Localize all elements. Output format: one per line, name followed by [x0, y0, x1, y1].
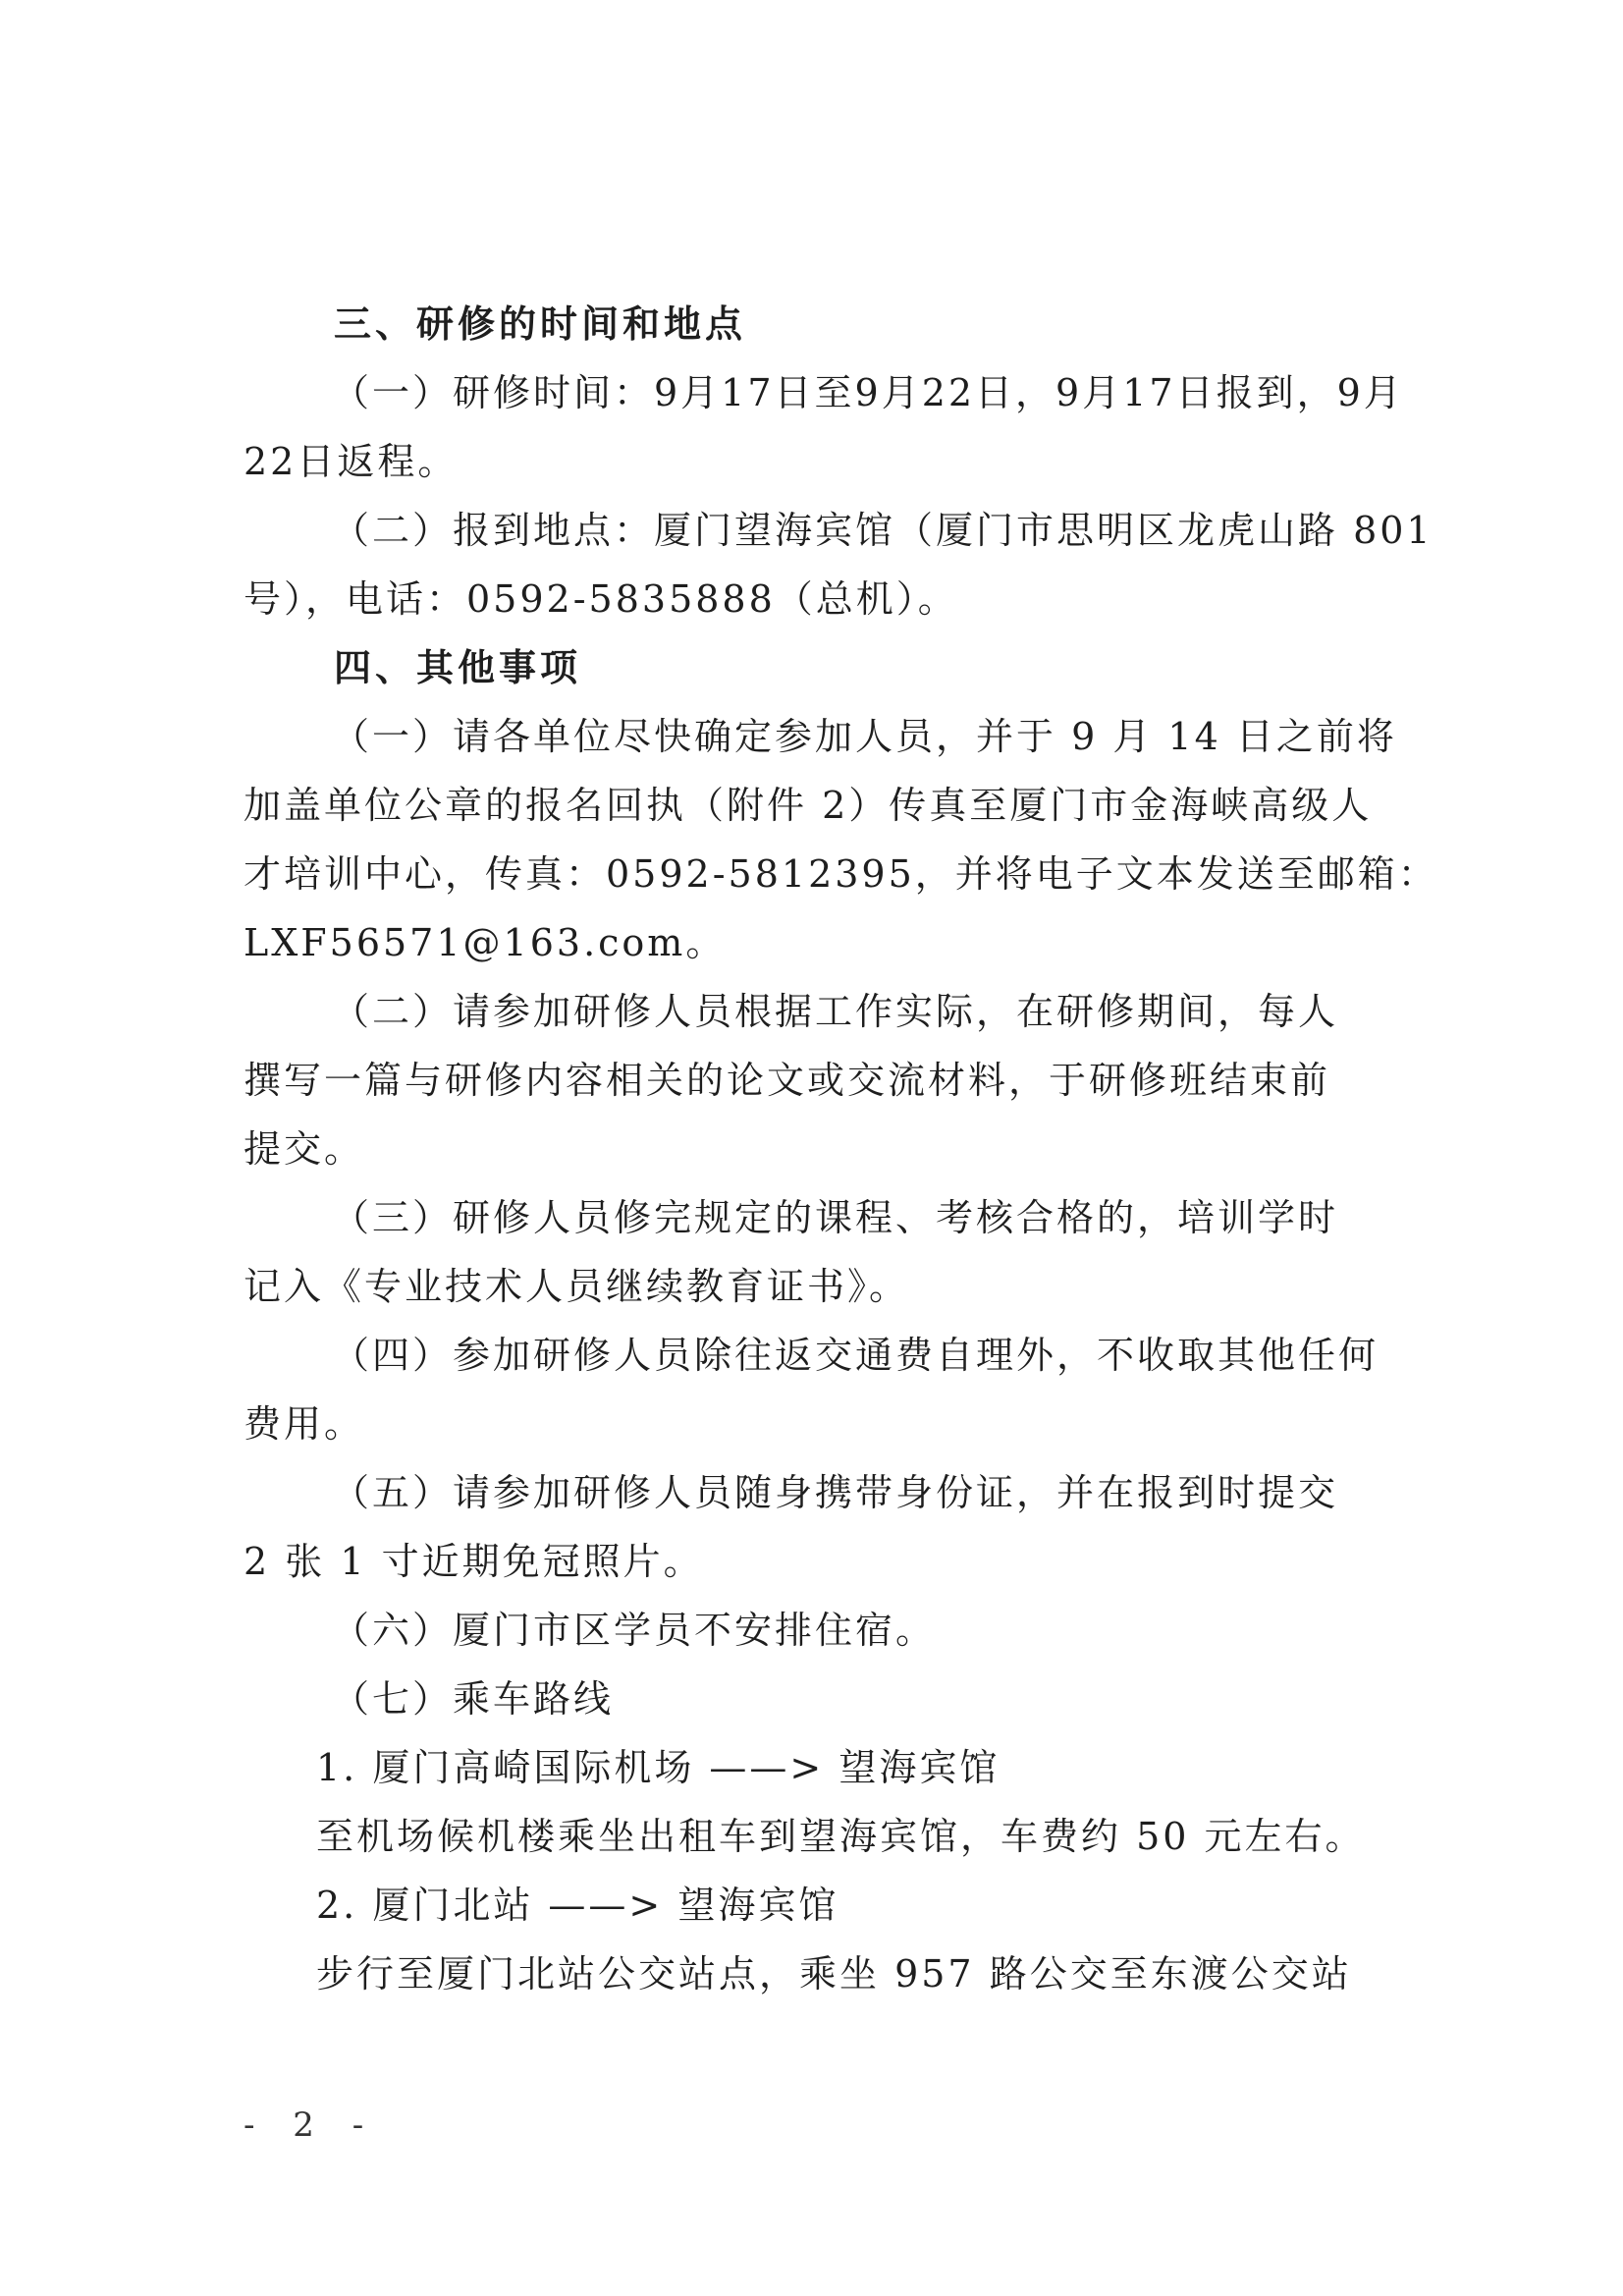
route-item-airport: 1. 厦门高崎国际机场 ——> 望海宾馆 — [316, 1746, 1001, 1789]
paragraph-line: 记入《专业技术人员继续教育证书》。 — [243, 1265, 910, 1308]
paragraph-line: （三）研修人员修完规定的课程、考核合格的，培训学时 — [332, 1196, 1339, 1239]
paragraph-line: 加盖单位公章的报名回执（附件 2）传真至厦门市金海峡高级人 — [243, 784, 1373, 827]
paragraph-line: 号），电话：0592-5835888（总机）。 — [243, 577, 958, 621]
section-heading-time-location: 三、研修的时间和地点 — [334, 302, 747, 346]
paragraph-line: 22日返程。 — [243, 440, 459, 483]
paragraph-line: （二）报到地点：厦门望海宾馆（厦门市思明区龙虎山路 801 — [332, 509, 1434, 552]
paragraph-line: （一）请各单位尽快确定参加人员，并于 9 月 14 日之前将 — [332, 715, 1397, 758]
paragraph-line: 撰写一篇与研修内容相关的论文或交流材料，于研修班结束前 — [243, 1059, 1331, 1102]
paragraph-line: 提交。 — [243, 1127, 365, 1171]
paragraph-line: 至机场候机楼乘坐出租车到望海宾馆，车费约 50 元左右。 — [316, 1815, 1366, 1858]
paragraph-line: （五）请参加研修人员随身携带身份证，并在报到时提交 — [332, 1471, 1339, 1514]
page-number: - 2 - — [243, 2105, 378, 2145]
paragraph-line: （二）请参加研修人员根据工作实际，在研修期间，每人 — [332, 990, 1339, 1033]
section-heading-other-matters: 四、其他事项 — [334, 646, 582, 689]
email-line: LXF56571@163.com。 — [243, 921, 727, 964]
paragraph-line: （一）研修时间：9月17日至9月22日，9月17日报到，9月 — [332, 371, 1404, 414]
paragraph-line: 步行至厦门北站公交站点，乘坐 957 路公交至东渡公交站 — [316, 1952, 1352, 1995]
paragraph-line: （六）厦门市区学员不安排住宿。 — [332, 1609, 937, 1652]
route-item-north-station: 2. 厦门北站 ——> 望海宾馆 — [316, 1884, 839, 1927]
paragraph-line: （七）乘车路线 — [332, 1677, 615, 1721]
paragraph-line: （四）参加研修人员除往返交通费自理外，不收取其他任何 — [332, 1334, 1380, 1377]
paragraph-line: 2 张 1 寸近期免冠照片。 — [243, 1540, 704, 1583]
paragraph-line: 才培训中心，传真：0592-5812395，并将电子文本发送至邮箱： — [243, 852, 1438, 896]
paragraph-line: 费用。 — [243, 1402, 365, 1446]
